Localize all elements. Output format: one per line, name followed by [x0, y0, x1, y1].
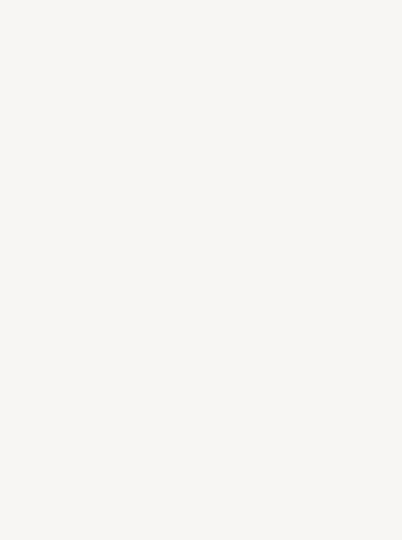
section-heading-enrollment-targets	[0, 2, 402, 24]
condition-item-2-line	[0, 134, 402, 156]
paragraph-line	[0, 68, 402, 90]
paragraph-line	[0, 46, 402, 68]
paragraph-line	[0, 24, 402, 46]
condition-item-1	[0, 90, 402, 112]
condition-item-2-line	[0, 112, 402, 134]
